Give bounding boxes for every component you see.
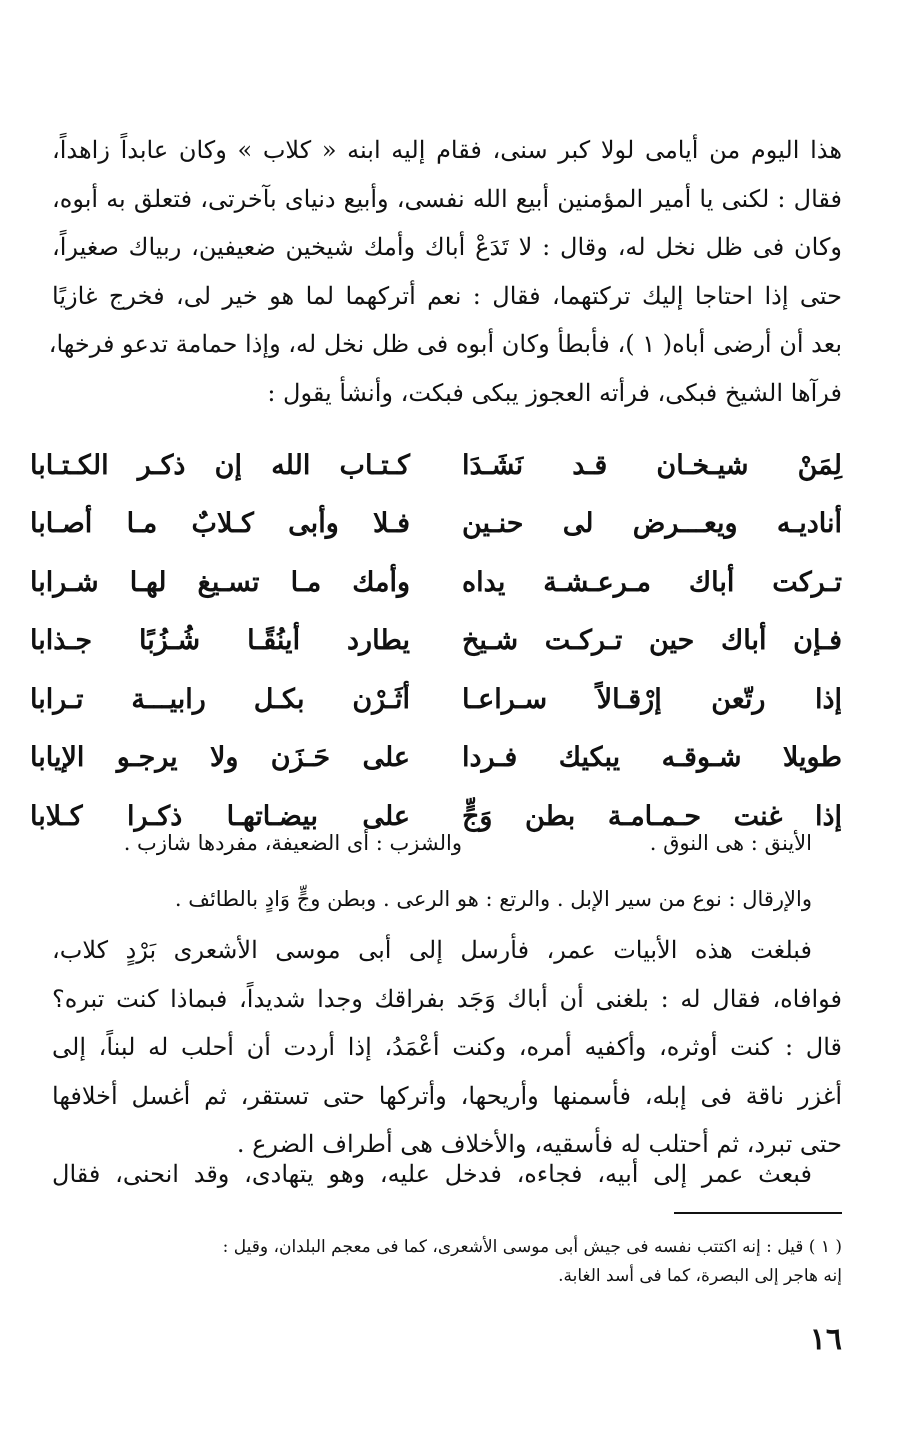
first-hemistich: أناديـه ويعـــرض لى حنـين <box>462 508 842 540</box>
text-line: أغزر ناقة فى إبله، فأسمنها وأريحها، وأتركها حتى تستقر، ثم أغسل أخلافها <box>52 1081 842 1110</box>
poem-verse <box>30 729 842 788</box>
first-hemistich: فـإن أباك حين تـركـت شـيخ <box>462 625 842 657</box>
poem-verse <box>30 436 842 495</box>
second-hemistich: أثَـرْن بكـل رابيـــة تـرابا <box>30 683 410 715</box>
second-hemistich: على بيضـاتهـا ذكـرا كـلابا <box>30 800 410 832</box>
poem-verse <box>30 495 842 554</box>
second-hemistich: يطارد أينُقًـا شُـزُبًا جـذابا <box>30 625 410 657</box>
gloss-entry: والشزب : أى الضعيفة، مفردها شازب . <box>123 831 462 855</box>
second-hemistich: وأمك مـا تسـيغ لهـا شـرابا <box>30 566 410 598</box>
text-line: فوافاه، فقال له : بلغنى أن أباك وَجَد بفراقك وجدا شديداً، فبماذا كنت تبره؟ <box>52 984 842 1013</box>
text-line: قال : كنت أوثره، وأكفيه أمره، وكنت أعْمَدُ، إذا أردت أن أحلب له لبناً، إلى <box>52 1033 842 1061</box>
second-hemistich: فـلا وأبى كـلابٌ مـا أصـابا <box>30 508 410 540</box>
footnote-line: ( ١ ) قيل : إنه اكتتب نفسه فى جيش أبى موسى الأشعرى، كما فى معجم البلدان، وقيل : <box>222 1237 842 1257</box>
poem-verse <box>30 553 842 612</box>
text-line: فبعث عمر إلى أبيه، فجاءه، فدخل عليه، وهو يتهادى، وقد انحنى، فقال <box>52 1160 812 1188</box>
second-hemistich: على حَـزَن ولا يرجـو الإيابا <box>30 742 410 774</box>
footnote-line: إنه هاجر إلى البصرة، كما فى أسد الغابة. <box>558 1266 842 1286</box>
text-line: حتى تبرد، ثم أحتلب له فأسقيه، والأخلاف هى أطراف الضرع . <box>236 1130 842 1158</box>
body-paragraph <box>52 926 842 1169</box>
page-number: ١٦ <box>809 1322 842 1357</box>
gloss-entry: الأينق : هى النوق . <box>649 831 812 855</box>
text-line: بعد أن أرضى أباه( ١ )، فأبطأ وكان أبوه فى ظل نخل له، وإذا حمامة تدعو فرخها، <box>48 330 842 358</box>
glossary-line <box>52 884 842 914</box>
body-paragraph <box>52 1150 842 1199</box>
first-hemistich: طويلا شـوقـه يبكيك فـردا <box>462 742 842 774</box>
second-hemistich: كـتـاب الله إن ذكـر الكـتـابا <box>30 449 410 481</box>
intro-paragraph <box>48 126 842 417</box>
text-line: فرآها الشيخ فبكى، فرأته العجوز يبكى فبكت، وأنشأ يقول : <box>267 378 842 407</box>
text-line: وكان فى ظل نخل له، وقال : لا تَدَعْ أباك وأمك شيخين ضعيفين، ربياك صغيراً، <box>52 233 842 261</box>
first-hemistich: تـركت أباك مـرعـشـة يداه <box>462 566 842 598</box>
text-line: فبلغت هذه الأبيات عمر، فأرسل إلى أبى موسى الأشعرى بَرْدٍ كلاب، <box>52 936 812 964</box>
gloss-entry: والإرقال : نوع من سير الإبل . والرتع : هو الرعى . وبطن وجٍّ وَادٍ بالطائف . <box>174 887 812 911</box>
glossary-row <box>52 828 842 858</box>
first-hemistich: لِمَنْ شيـخـان قـد نَشَـدَا <box>462 449 842 481</box>
glossary-line <box>52 828 842 858</box>
text-line: فقال : لكنى يا أمير المؤمنين أبيع الله نفسى، وأبيع دنياى بآخرتى، فتعلق به أبوه، <box>52 184 842 213</box>
text-line: هذا اليوم من أيامى لولا كبر سنى، فقام إليه ابنه « كلاب » وكان عابداً زاهداً، <box>52 136 842 164</box>
text-line: حتى إذا احتاجا إليك تركتهما، فقال : نعم أتركهما لما هو خير لى، فخرج غازيًا <box>52 281 842 310</box>
poem <box>30 436 842 846</box>
footnote-separator <box>674 1212 842 1214</box>
first-hemistich: إذا غنت حـمـامـة بطن وَجٍّ <box>462 800 842 832</box>
first-hemistich: إذا رتّعن إرْقـالاً سـراعـا <box>462 683 842 715</box>
footnote <box>52 1233 842 1291</box>
poem-verse <box>30 612 842 671</box>
poem-verse <box>30 670 842 729</box>
